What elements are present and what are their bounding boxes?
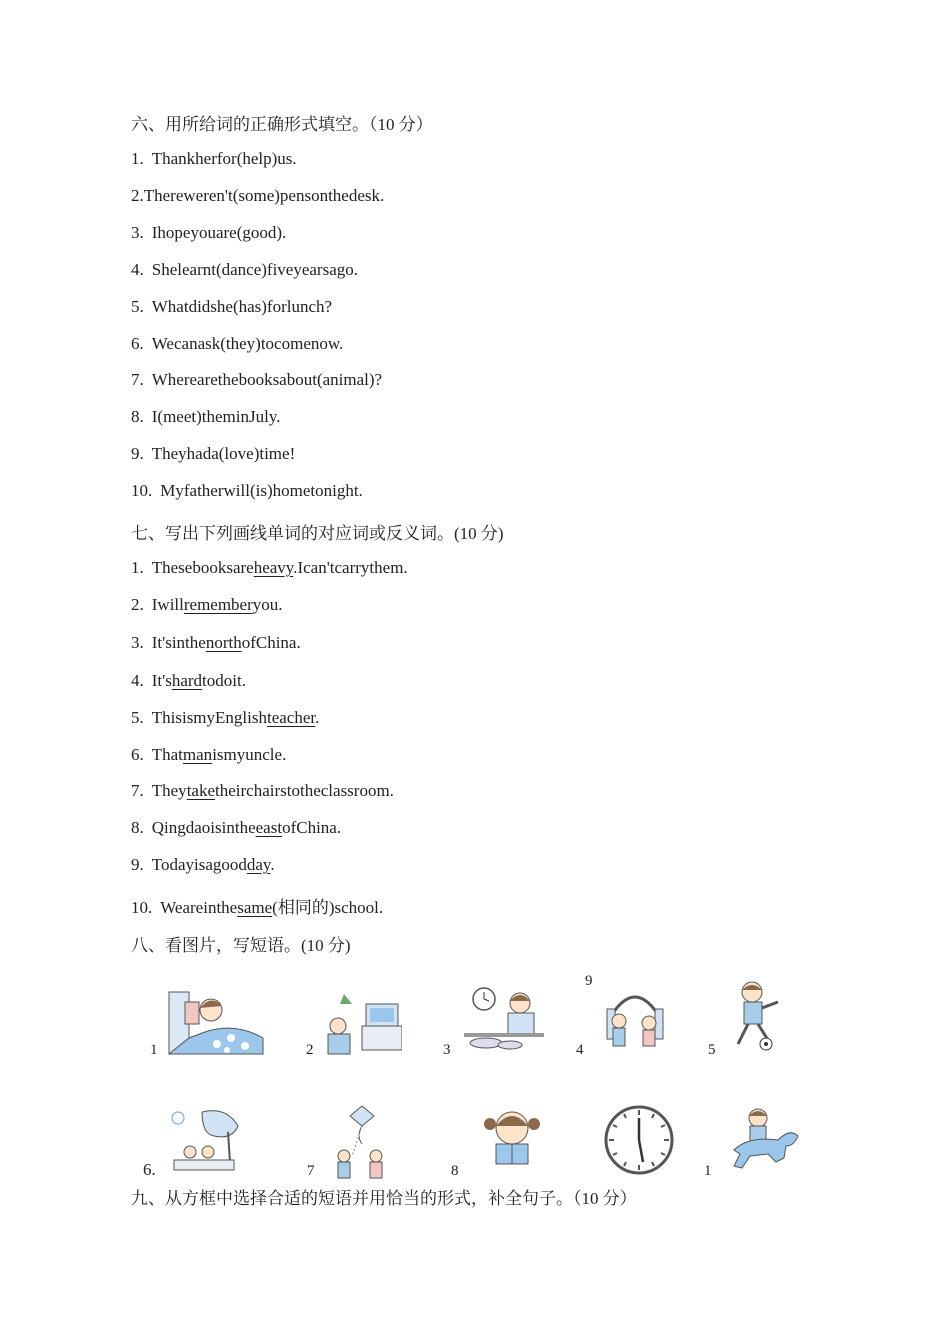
picture-label-9: 9 [585,973,593,989]
section7-item-6 [131,745,286,765]
item-text: Myfatherwill(is)hometonight. [160,481,363,500]
underlined-word: teacher [266,708,316,727]
picture-label-1: 1 [150,1042,158,1058]
item-number: 4. [131,260,144,279]
picture-label-5: 5 [708,1042,716,1058]
item-text-post: ismyuncle. [212,745,287,764]
underlined-word: east [255,818,283,837]
section9-heading: 九、从方框中选择合适的短语并用恰当的形式，补全句子。（10 分） [131,1189,637,1208]
section7-item-8 [131,818,341,838]
picture-label-4: 4 [576,1042,584,1058]
item-text-pre: Thesebooksare [151,558,254,577]
section6-item-8 [131,407,280,427]
item-number: 3. [131,633,144,652]
item-number: 6. [131,334,144,353]
section7-heading: 七、写出下列画线单词的对应词或反义词。(10 分) [131,524,504,543]
underlined-word: man [182,745,213,764]
item-text-post: theirchairstotheclassroom. [215,781,394,800]
item-text-post: . [270,855,275,874]
item-text-post: . [315,708,320,727]
item-text: 2.Thereweren't(some)pensonthedesk. [131,186,385,205]
picture-having-dinner [460,985,548,1055]
underlined-word: hard [171,671,203,690]
picture-flying-kite [322,1104,402,1180]
item-text-post: ofChina. [282,818,342,837]
item-number: 7. [131,781,144,800]
picture-watching-tv [322,990,402,1056]
section6-item-10 [131,481,363,501]
section8-heading: 八、看图片，写短语。(10 分) [131,936,351,955]
item-text-pre: It'sinthe [151,633,206,652]
item-number: 1. [131,558,144,577]
picture-label-2: 2 [306,1042,314,1058]
item-text: I(meet)theminJuly. [151,407,281,426]
section7-item-5 [131,708,319,728]
item-text-pre: It's [151,671,172,690]
item-text: Thankherfor(help)us. [151,149,297,168]
item-text-post: (相同的)school. [272,898,384,917]
section7-item-1 [131,558,408,578]
picture-label-10: 1 [704,1163,712,1179]
item-number: 2. [131,595,144,614]
item-text-post: you. [252,595,283,614]
picture-having-picnic [166,1106,246,1176]
item-text-pre: Iwill [151,595,184,614]
item-text-pre: That [151,745,183,764]
underlined-word: remember [183,595,253,614]
underlined-word: day [246,855,271,874]
section6-item-9 [131,444,295,464]
item-number: 5. [131,708,144,727]
section6-item-4 [131,260,358,280]
item-number: 8. [131,407,144,426]
item-number: 1. [131,149,144,168]
picture-label-8: 8 [451,1163,459,1179]
section7-item-10 [131,893,383,918]
underlined-word: take [186,781,216,800]
item-text-post: ofChina. [241,633,301,652]
section6-heading: 六、用所给词的正确形式填空。（10 分） [131,115,433,134]
item-number: 6. [131,745,144,764]
item-text: Ihopeyouare(good). [151,223,287,242]
picture-reading-book [480,1106,544,1166]
section6-item-6 [131,334,343,354]
underlined-word: north [205,633,242,652]
clock-icon [603,1104,675,1176]
item-text: Wecanask(they)tocomenow. [151,334,344,353]
picture-going-to-school [593,983,677,1057]
section6-item-5 [131,297,332,317]
item-number: 4. [131,671,144,690]
picture-label-7: 7 [307,1163,315,1179]
item-text: Wherearethebooksabout(animal)? [151,370,383,389]
item-number: 10. [131,898,153,917]
item-text-post: .Ican'tcarrythem. [293,558,408,577]
section7-item-3 [131,633,301,653]
underlined-word: same [237,898,273,917]
item-text-pre: Todayisagood [151,855,247,874]
item-text: Shelearnt(dance)fiveyearsago. [151,260,358,279]
section7-item-7 [131,781,394,801]
item-number: 9. [131,444,144,463]
item-text: Whatdidshe(has)forlunch? [151,297,333,316]
section7-item-2 [131,595,283,615]
section6-item-3 [131,223,286,243]
item-text-post: todoit. [202,671,246,690]
picture-playing-football [728,978,794,1054]
item-number: 3. [131,223,144,242]
picture-label-6: 6. [143,1160,156,1179]
picture-boy-in-bed [165,988,265,1058]
item-number: 10. [131,481,153,500]
item-number: 5. [131,297,144,316]
item-text-pre: They [151,781,187,800]
section6-item-2 [131,186,384,206]
item-number: 7. [131,370,144,389]
section7-item-4 [131,671,246,691]
item-text-pre: Qingdaoisinthe [151,818,256,837]
section6-item-7 [131,370,382,390]
section7-item-9 [131,855,275,875]
item-text: Theyhada(love)time! [151,444,296,463]
item-number: 9. [131,855,144,874]
item-text-pre: Weareinthe [160,898,238,917]
picture-riding-horse [728,1106,802,1176]
underlined-word: heavy [253,558,294,577]
item-text-pre: ThisismyEnglish [151,708,267,727]
picture-label-3: 3 [443,1042,451,1058]
section6-item-1 [131,149,297,169]
item-number: 8. [131,818,144,837]
